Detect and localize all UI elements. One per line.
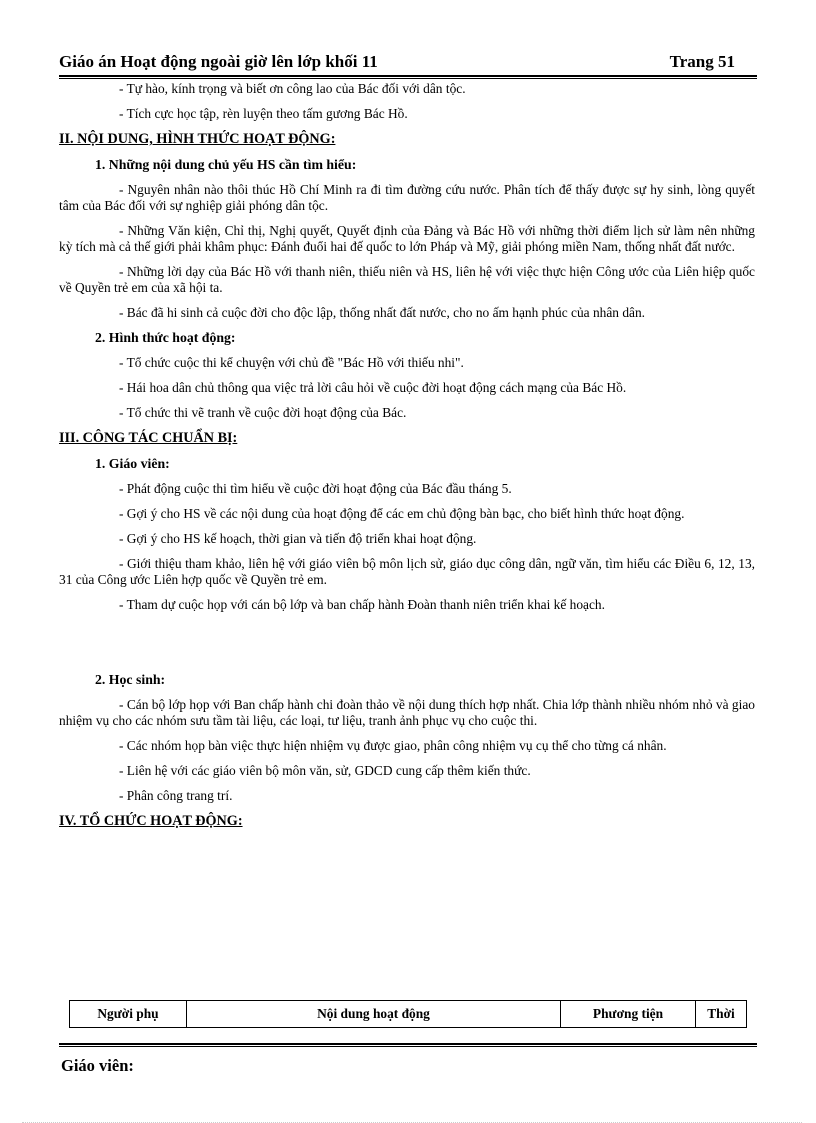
footer-rule-thin bbox=[59, 1046, 757, 1047]
table-header-row bbox=[70, 1001, 747, 1028]
list-item: - Hái hoa dân chủ thông qua việc trả lời câu hỏi về cuộc đời hoạt động cách mạng của Bác Hồ. bbox=[119, 380, 627, 395]
footer-rule bbox=[59, 1043, 757, 1045]
subsection-heading: 1. Những nội dung chủ yếu HS cần tìm hiểu: bbox=[95, 157, 357, 172]
list-item: - Những Văn kiện, Chỉ thị, Nghị quyết, Quyết định của Đảng và Bác Hồ với những thời điểm lịch sử làm nên những kỳ tích mà cả thế giới phải khâm phục: Đánh đuổi hai đế quốc to lớn Pháp và Mỹ, giải phóng miền Nam, thống nhất đất nước. bbox=[59, 223, 755, 254]
blank-space bbox=[59, 613, 755, 663]
list-item: - Tổ chức cuộc thi kể chuyện với chủ đề "Bác Hồ với thiếu nhi". bbox=[119, 355, 464, 370]
list-item: - Phân công trang trí. bbox=[119, 788, 233, 803]
list-item: - Gợi ý cho HS kế hoạch, thời gian và tiến độ triển khai hoạt động. bbox=[119, 531, 477, 546]
intro-item: - Tự hào, kính trọng và biết ơn công lao của Bác đối với dân tộc. bbox=[119, 81, 466, 96]
activity-table bbox=[69, 1000, 747, 1028]
list-item: - Gợi ý cho HS về các nội dung của hoạt động để các em chủ động bàn bạc, cho biết hình thức hoạt động. bbox=[119, 506, 685, 521]
list-item: - Cán bộ lớp họp với Ban chấp hành chi đoàn thảo về nội dung thích hợp nhất. Chia lớp thành nhiều nhóm nhỏ và giao nhiệm vụ cho các nhóm sưu tầm tài liệu, các loại, tư liệu, tranh ảnh phục vụ cho cuộc thi. bbox=[59, 697, 755, 728]
document-body bbox=[59, 79, 755, 830]
list-item: - Tổ chức thi vẽ tranh về cuộc đời hoạt động của Bác. bbox=[119, 405, 407, 420]
section-heading: II. NỘI DUNG, HÌNH THỨC HOẠT ĐỘNG: bbox=[59, 131, 336, 147]
list-item: - Tham dự cuộc họp với cán bộ lớp và ban chấp hành Đoàn thanh niên triển khai kế hoạch. bbox=[119, 597, 605, 612]
list-item: - Phát động cuộc thi tìm hiểu về cuộc đời hoạt động của Bác đầu tháng 5. bbox=[119, 481, 512, 496]
page-number: Trang 51 bbox=[669, 52, 735, 71]
subsection-heading: 2. Hình thức hoạt động: bbox=[95, 330, 236, 345]
list-item: - Những lời dạy của Bác Hồ với thanh niên, thiếu niên và HS, liên hệ với việc thực hiện Công ước của Liên hiệp quốc về Quyền trẻ em của xã hội ta. bbox=[59, 264, 755, 295]
list-item: - Các nhóm họp bàn việc thực hiện nhiệm vụ được giao, phân công nhiệm vụ cụ thể cho từng cá nhân. bbox=[119, 738, 667, 753]
table-header-cell: Thời bbox=[696, 1001, 747, 1028]
subsection-heading: 1. Giáo viên: bbox=[95, 456, 170, 471]
page-header bbox=[59, 52, 735, 74]
header-rule bbox=[59, 75, 757, 77]
table-header-cell: Phương tiện bbox=[561, 1001, 696, 1028]
section-heading: IV. TỔ CHỨC HOẠT ĐỘNG: bbox=[59, 813, 243, 829]
list-item: - Bác đã hi sinh cả cuộc đời cho độc lập, thống nhất đất nước, cho no ấm hạnh phúc của nhân dân. bbox=[119, 305, 646, 320]
intro-item: - Tích cực học tập, rèn luyện theo tấm gương Bác Hồ. bbox=[119, 106, 408, 121]
list-item: - Nguyên nhân nào thôi thúc Hồ Chí Minh ra đi tìm đường cứu nước. Phân tích để thấy được sự hy sinh, lòng quyết tâm của Bác đối với sự nghiệp giải phóng dân tộc. bbox=[59, 182, 755, 213]
list-item: - Liên hệ với các giáo viên bộ môn văn, sử, GDCD cung cấp thêm kiến thức. bbox=[119, 763, 531, 778]
table-header-cell: Người phụ bbox=[70, 1001, 187, 1028]
footer-label: Giáo viên: bbox=[61, 1056, 134, 1075]
section-heading: III. CÔNG TÁC CHUẨN BỊ: bbox=[59, 430, 238, 446]
document-title: Giáo án Hoạt động ngoài giờ lên lớp khối 11 bbox=[59, 52, 378, 71]
list-item: - Giới thiệu tham khảo, liên hệ với giáo viên bộ môn lịch sử, giáo dục công dân, ngữ văn, tìm hiểu các Điều 6, 12, 13, 31 của Công ước Liên hợp quốc về Quyền trẻ em. bbox=[59, 556, 755, 587]
subsection-heading: 2. Học sinh: bbox=[95, 672, 166, 687]
table-header-cell: Nội dung hoạt động bbox=[187, 1001, 561, 1028]
